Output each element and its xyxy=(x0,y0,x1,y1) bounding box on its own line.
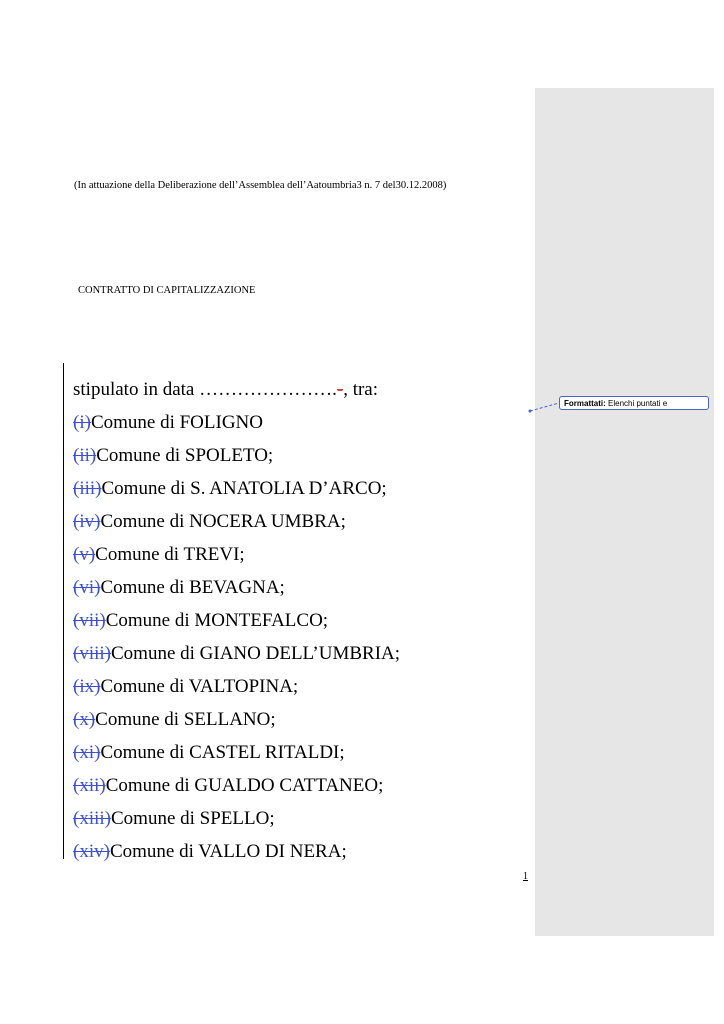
opening-tail: , tra: xyxy=(343,379,379,400)
item-text: Comune di SPELLO; xyxy=(111,808,275,829)
item-text: Comune di GUALDO CATTANEO; xyxy=(105,775,384,796)
page-number: 1 xyxy=(523,871,528,882)
item-text: Comune di NOCERA UMBRA; xyxy=(100,511,346,532)
header-note: (In attuazione della Deliberazione dell’Assemblea dell’Aatoumbria3 n. 7 del30.12.2008) xyxy=(74,180,447,191)
deleted-marker: (xii) xyxy=(73,775,106,796)
deleted-marker: (xiii) xyxy=(73,808,111,829)
comment-balloon[interactable] xyxy=(559,396,709,410)
deleted-marker: (i) xyxy=(73,412,91,433)
item-text: Comune di FOLIGNO xyxy=(90,412,263,433)
deleted-marker: (x) xyxy=(73,709,96,730)
deleted-marker: (ii) xyxy=(73,445,97,466)
item-text: Comune di BEVAGNA; xyxy=(100,577,285,598)
comment-text: Elenchi puntati e xyxy=(608,399,668,408)
deleted-marker: (viii) xyxy=(73,643,111,664)
contract-title: CONTRATTO DI CAPITALIZZAZIONE xyxy=(78,285,256,296)
item-text: Comune di TREVI; xyxy=(95,544,245,565)
item-text: Comune di CASTEL RITALDI; xyxy=(100,742,345,763)
item-text: Comune di SPOLETO; xyxy=(96,445,274,466)
item-text: Comune di VALLO DI NERA; xyxy=(109,841,347,862)
item-text: Comune di MONTEFALCO; xyxy=(105,610,329,631)
deleted-marker: (ix) xyxy=(73,676,101,697)
deleted-marker: (xi) xyxy=(73,742,101,763)
deleted-marker: (xiv) xyxy=(73,841,110,862)
deleted-marker: (vii) xyxy=(73,610,106,631)
deleted-marker: (vi) xyxy=(73,577,101,598)
opening-text: stipulato in data …………………. xyxy=(73,379,337,400)
item-text: Comune di SELLANO; xyxy=(95,709,276,730)
deleted-marker: (iv) xyxy=(73,511,101,532)
item-text: Comune di VALTOPINA; xyxy=(100,676,299,697)
item-text: Comune di S. ANATOLIA D’ARCO; xyxy=(101,478,387,499)
item-text: Comune di GIANO DELL’UMBRIA; xyxy=(111,643,401,664)
deleted-marker: (v) xyxy=(73,544,96,565)
deleted-marker: (iii) xyxy=(73,478,102,499)
comment-label: Formattati: xyxy=(564,399,606,408)
deleted-dash: - xyxy=(336,379,344,400)
